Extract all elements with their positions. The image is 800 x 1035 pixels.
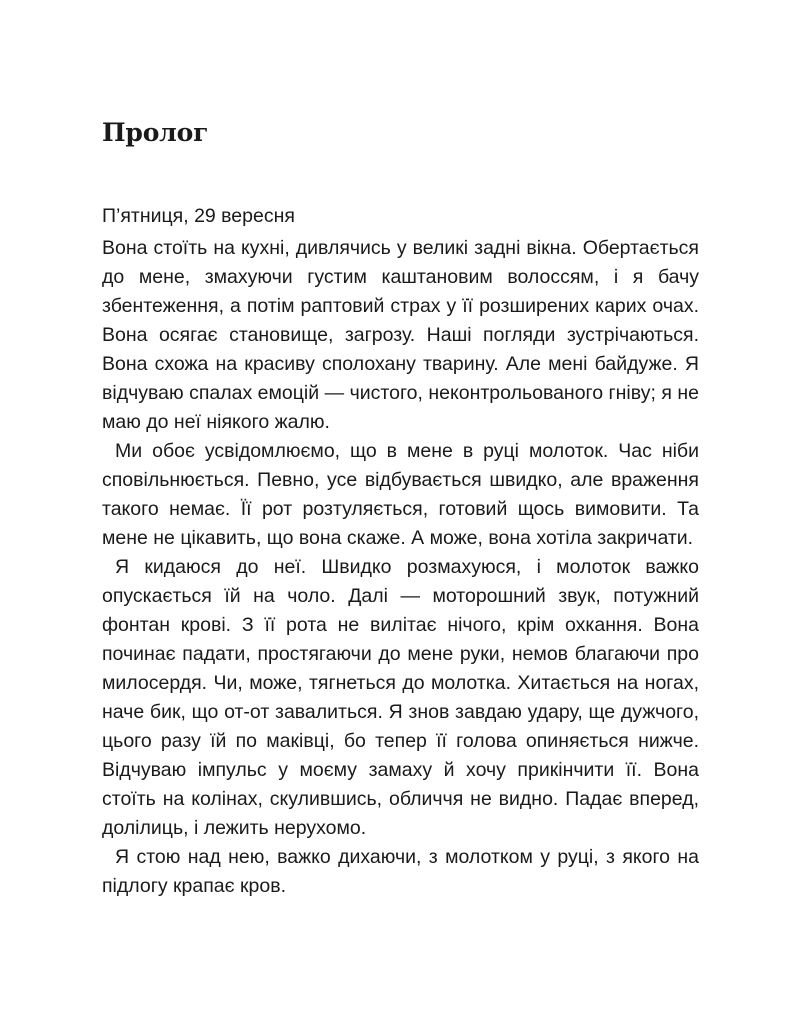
- paragraph: Вона стоїть на кухні, дивлячись у великі задні вікна. Обертається до мене, змахуючи густим каштановим волоссям, і я бачу збентеження, а потім раптовий страх у її розширених карих очах. Вона осягає становище, загрозу. Наші погляди зустрічаються. Вона схожа на красиву сполохану тварину. Але мені байдуже. Я відчуваю спалах емоцій — чистого, неконтрольованого гніву; я не маю до неї ніякого жалю.: [102, 237, 699, 433]
- paragraph: Я стою над нею, важко дихаючи, з молотком у руці, з якого на підлогу крапає кров.: [102, 846, 699, 897]
- paragraph: Я кидаюся до неї. Швидко розмахуюся, і молоток важко опускається їй на чоло. Далі — моторошний звук, потужний фонтан крові. З її рота не вилітає нічого, крім охкання. Вона починає падати, простягаючи до мене руки, немов благаючи про милосердя. Чи, може, тягнеться до молотка. Хитається на ногах, наче бик, що от-от завалиться. Я знов завдаю удару, ще дужчого, цього разу їй по маківці, бо тепер її голова опиняється нижче. Відчуваю імпульс у моєму замаху й хочу прикінчити її. Вона стоїть на колінах, скулившись, обличчя не видно. Падає вперед, долілиць, і лежить нерухомо.: [102, 556, 699, 839]
- paragraph: Ми обоє усвідомлюємо, що в мене в руці молоток. Час ніби сповільнюється. Певно, усе відбувається швидко, але враження такого немає. Її рот розтуляється, готовий щось вимовити. Та мене не цікавить, що вона скаже. А може, вона хотіла закричати.: [102, 440, 699, 549]
- chapter-title: Пролог: [102, 118, 209, 147]
- chapter-date: П’ятниця, 29 вересня: [102, 205, 295, 227]
- chapter-body: [102, 234, 699, 901]
